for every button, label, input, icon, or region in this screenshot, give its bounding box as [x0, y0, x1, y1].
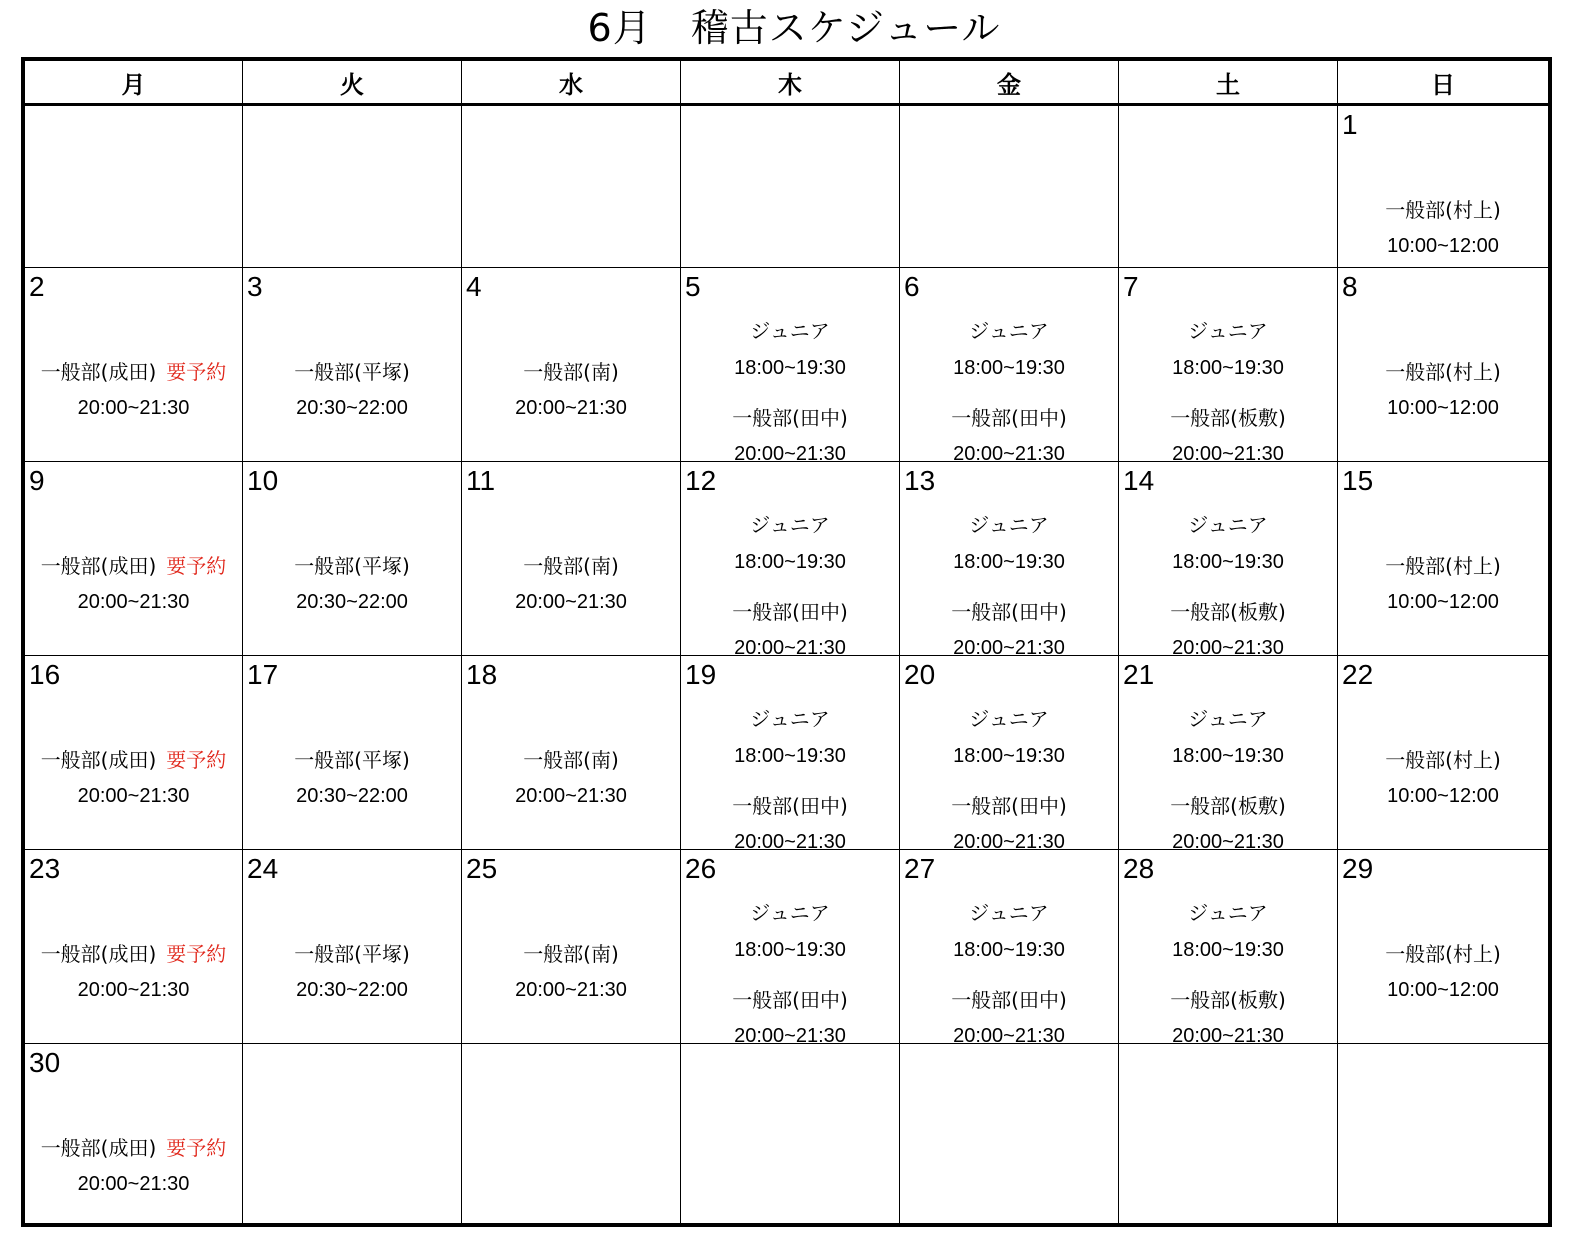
practice-name: ジュニア — [1188, 319, 1268, 343]
day-number: 4 — [466, 271, 482, 302]
calendar-day-cell — [1119, 462, 1338, 656]
day-number: 10 — [247, 465, 279, 496]
weekday-header: 日 — [1338, 61, 1548, 106]
calendar-day-cell — [681, 462, 900, 656]
practice-label — [900, 400, 1118, 436]
practice-label — [681, 898, 899, 932]
calendar-day-cell — [1338, 1044, 1548, 1223]
practice-entries — [243, 548, 461, 620]
practice-label — [1338, 192, 1548, 228]
practice-label — [1119, 704, 1337, 738]
practice-label — [243, 354, 461, 390]
practice-time: 10:00~12:00 — [1387, 591, 1499, 613]
calendar-day-cell — [900, 850, 1119, 1044]
practice-entries — [25, 354, 242, 426]
practice-time: 20:00~21:30 — [953, 637, 1065, 656]
practice-name: 一般部(田中) — [951, 406, 1067, 430]
practice-entries — [681, 704, 899, 850]
practice-label — [462, 354, 680, 390]
practice-name: 一般部(平塚) — [294, 942, 410, 966]
day-number: 23 — [29, 853, 61, 884]
practice-time: 18:00~19:30 — [1172, 745, 1284, 767]
practice-label — [25, 742, 242, 778]
day-number: 24 — [247, 853, 279, 884]
practice-entries — [900, 898, 1118, 1044]
calendar-day-cell — [25, 106, 243, 268]
practice-label — [1338, 742, 1548, 778]
practice-time: 20:00~21:30 — [77, 979, 190, 1001]
practice-name: 一般部(南) — [523, 748, 619, 772]
practice-time: 18:00~19:30 — [734, 745, 846, 767]
practice-entries — [1119, 704, 1337, 850]
day-number: 2 — [29, 271, 45, 302]
day-number: 9 — [29, 465, 45, 496]
practice-name: 一般部(成田) — [40, 1136, 157, 1160]
weekday-header: 水 — [462, 61, 681, 106]
practice-time: 20:00~21:30 — [734, 831, 846, 850]
practice-time: 20:00~21:30 — [1172, 443, 1284, 462]
practice-time: 18:00~19:30 — [1172, 939, 1284, 961]
practice-name: 一般部(成田) — [40, 360, 157, 384]
practice-name: 一般部(田中) — [951, 988, 1067, 1012]
reservation-required-note: 要予約 — [166, 360, 227, 384]
day-number: 12 — [685, 465, 717, 496]
practice-time: 20:00~21:30 — [515, 785, 627, 807]
calendar-day-cell — [1119, 1044, 1338, 1223]
practice-entries — [25, 936, 242, 1008]
practice-name: 一般部(村上) — [1385, 554, 1501, 578]
practice-name: 一般部(村上) — [1385, 360, 1501, 384]
calendar-day-cell — [243, 850, 462, 1044]
weekday-header: 金 — [900, 61, 1119, 106]
calendar-day-cell — [681, 106, 900, 268]
calendar-day-cell — [243, 106, 462, 268]
calendar-day-cell — [25, 1044, 243, 1223]
calendar-day-cell — [462, 656, 681, 850]
day-number: 15 — [1342, 465, 1374, 496]
practice-entries — [1338, 742, 1548, 814]
practice-entries — [243, 742, 461, 814]
calendar-day-cell — [1119, 850, 1338, 1044]
calendar-day-cell — [1119, 656, 1338, 850]
practice-time: 10:00~12:00 — [1387, 235, 1499, 257]
practice-entries — [900, 510, 1118, 656]
practice-label — [900, 594, 1118, 630]
practice-label — [243, 742, 461, 778]
calendar-day-cell — [681, 268, 900, 462]
practice-time: 20:00~21:30 — [515, 979, 627, 1001]
practice-label — [25, 354, 242, 390]
practice-name: 一般部(板敷) — [1170, 988, 1286, 1012]
practice-label — [681, 704, 899, 738]
weekday-header: 火 — [243, 61, 462, 106]
practice-entries — [243, 354, 461, 426]
calendar-day-cell — [243, 1044, 462, 1223]
practice-entries — [1338, 548, 1548, 620]
reservation-required-note: 要予約 — [166, 942, 227, 966]
calendar-day-cell — [25, 656, 243, 850]
day-number: 13 — [904, 465, 936, 496]
practice-time: 18:00~19:30 — [1172, 357, 1284, 379]
practice-name: 一般部(平塚) — [294, 748, 410, 772]
practice-name: ジュニア — [1188, 901, 1268, 925]
day-number: 8 — [1342, 271, 1358, 302]
practice-label — [1119, 788, 1337, 824]
practice-label — [1119, 510, 1337, 544]
practice-entries — [1119, 898, 1337, 1044]
calendar-day-cell — [1338, 850, 1548, 1044]
practice-name: ジュニア — [1188, 513, 1268, 537]
practice-label — [900, 788, 1118, 824]
calendar-day-cell — [1338, 656, 1548, 850]
practice-time: 20:30~22:00 — [296, 979, 408, 1001]
practice-label — [681, 788, 899, 824]
practice-time: 20:00~21:30 — [77, 1173, 190, 1195]
practice-time: 20:00~21:30 — [1172, 1025, 1284, 1044]
practice-time: 20:00~21:30 — [1172, 637, 1284, 656]
calendar-day-cell — [462, 1044, 681, 1223]
practice-name: ジュニア — [750, 319, 830, 343]
practice-label — [1119, 316, 1337, 350]
reservation-required-note: 要予約 — [166, 1136, 227, 1160]
calendar-day-cell — [900, 106, 1119, 268]
practice-time: 10:00~12:00 — [1387, 979, 1499, 1001]
reservation-required-note: 要予約 — [166, 748, 227, 772]
practice-entries — [900, 316, 1118, 462]
practice-time: 18:00~19:30 — [734, 357, 846, 379]
practice-label — [1338, 354, 1548, 390]
practice-entries — [900, 704, 1118, 850]
practice-name: 一般部(村上) — [1385, 942, 1501, 966]
practice-time: 20:00~21:30 — [77, 397, 190, 419]
practice-time: 18:00~19:30 — [953, 939, 1065, 961]
practice-time: 10:00~12:00 — [1387, 785, 1499, 807]
practice-time: 18:00~19:30 — [953, 745, 1065, 767]
calendar-day-cell — [681, 656, 900, 850]
practice-time: 20:00~21:30 — [734, 1025, 846, 1044]
practice-entries — [1338, 192, 1548, 264]
practice-label — [900, 316, 1118, 350]
practice-name: ジュニア — [969, 319, 1049, 343]
practice-label — [25, 936, 242, 972]
day-number: 28 — [1123, 853, 1155, 884]
practice-name: 一般部(南) — [523, 360, 619, 384]
practice-name: ジュニア — [750, 513, 830, 537]
practice-name: 一般部(板敷) — [1170, 600, 1286, 624]
calendar-day-cell — [1119, 268, 1338, 462]
day-number: 7 — [1123, 271, 1139, 302]
practice-entries — [1119, 316, 1337, 462]
practice-label — [900, 982, 1118, 1018]
practice-label — [1119, 594, 1337, 630]
practice-entries — [243, 936, 461, 1008]
practice-label — [681, 982, 899, 1018]
practice-entries — [25, 548, 242, 620]
schedule-calendar — [21, 57, 1552, 1227]
day-number: 5 — [685, 271, 701, 302]
practice-time: 18:00~19:30 — [734, 939, 846, 961]
practice-label — [1119, 400, 1337, 436]
practice-label — [900, 898, 1118, 932]
day-number: 29 — [1342, 853, 1374, 884]
calendar-day-cell — [1338, 268, 1548, 462]
practice-label — [25, 548, 242, 584]
day-number: 25 — [466, 853, 498, 884]
day-number: 27 — [904, 853, 936, 884]
calendar-day-cell — [462, 850, 681, 1044]
practice-label — [243, 936, 461, 972]
practice-name: ジュニア — [969, 707, 1049, 731]
practice-time: 18:00~19:30 — [1172, 551, 1284, 573]
practice-entries — [1338, 936, 1548, 1008]
calendar-day-cell — [243, 462, 462, 656]
calendar-day-cell — [681, 1044, 900, 1223]
day-number: 18 — [466, 659, 498, 690]
practice-time: 18:00~19:30 — [953, 551, 1065, 573]
practice-name: 一般部(田中) — [732, 988, 848, 1012]
practice-name: 一般部(村上) — [1385, 198, 1501, 222]
calendar-day-cell — [25, 850, 243, 1044]
practice-label — [462, 742, 680, 778]
practice-name: 一般部(南) — [523, 554, 619, 578]
practice-entries — [25, 1130, 242, 1202]
practice-entries — [681, 510, 899, 656]
practice-time: 10:00~12:00 — [1387, 397, 1499, 419]
calendar-day-cell — [462, 268, 681, 462]
practice-entries — [1119, 510, 1337, 656]
practice-entries — [1338, 354, 1548, 426]
practice-name: 一般部(田中) — [951, 600, 1067, 624]
calendar-day-cell — [900, 462, 1119, 656]
page-title: 6月 稽古スケジュール — [587, 6, 1001, 50]
practice-label — [462, 548, 680, 584]
day-number: 30 — [29, 1047, 61, 1078]
practice-time: 20:00~21:30 — [953, 1025, 1065, 1044]
practice-name: ジュニア — [750, 901, 830, 925]
calendar-day-cell — [243, 268, 462, 462]
practice-name: 一般部(平塚) — [294, 360, 410, 384]
day-number: 14 — [1123, 465, 1155, 496]
practice-time: 20:00~21:30 — [953, 443, 1065, 462]
practice-label — [1338, 936, 1548, 972]
calendar-day-cell — [1338, 462, 1548, 656]
day-number: 6 — [904, 271, 920, 302]
day-number: 1 — [1342, 109, 1358, 140]
practice-time: 18:00~19:30 — [953, 357, 1065, 379]
calendar-day-cell — [25, 268, 243, 462]
weekday-header: 月 — [25, 61, 243, 106]
calendar-day-cell — [1338, 106, 1548, 268]
practice-time: 20:00~21:30 — [77, 785, 190, 807]
practice-name: 一般部(南) — [523, 942, 619, 966]
practice-time: 20:30~22:00 — [296, 785, 408, 807]
practice-name: 一般部(成田) — [40, 942, 157, 966]
practice-entries — [462, 548, 680, 620]
day-number: 19 — [685, 659, 717, 690]
practice-time: 20:00~21:30 — [77, 591, 190, 613]
calendar-day-cell — [243, 656, 462, 850]
practice-entries — [462, 354, 680, 426]
practice-entries — [681, 316, 899, 462]
practice-name: ジュニア — [1188, 707, 1268, 731]
practice-name: ジュニア — [750, 707, 830, 731]
calendar-day-cell — [462, 462, 681, 656]
practice-time: 20:30~22:00 — [296, 591, 408, 613]
practice-label — [243, 548, 461, 584]
practice-time: 20:00~21:30 — [515, 397, 627, 419]
practice-label — [681, 316, 899, 350]
day-number: 16 — [29, 659, 61, 690]
day-number: 17 — [247, 659, 279, 690]
practice-name: 一般部(成田) — [40, 748, 157, 772]
practice-name: 一般部(田中) — [732, 794, 848, 818]
practice-label — [1119, 982, 1337, 1018]
practice-label — [900, 704, 1118, 738]
practice-label — [1119, 898, 1337, 932]
calendar-day-cell — [900, 268, 1119, 462]
calendar-day-cell — [900, 656, 1119, 850]
weekday-header: 土 — [1119, 61, 1338, 106]
practice-name: 一般部(田中) — [732, 406, 848, 430]
calendar-day-cell — [1119, 106, 1338, 268]
practice-label — [1338, 548, 1548, 584]
day-number: 21 — [1123, 659, 1155, 690]
weekday-header: 木 — [681, 61, 900, 106]
reservation-required-note: 要予約 — [166, 554, 227, 578]
practice-time: 20:30~22:00 — [296, 397, 408, 419]
calendar-day-cell — [25, 462, 243, 656]
practice-name: 一般部(板敷) — [1170, 794, 1286, 818]
practice-entries — [462, 742, 680, 814]
calendar-day-cell — [462, 106, 681, 268]
practice-label — [681, 510, 899, 544]
day-number: 22 — [1342, 659, 1374, 690]
practice-entries — [25, 742, 242, 814]
practice-label — [681, 594, 899, 630]
practice-time: 20:00~21:30 — [953, 831, 1065, 850]
practice-time: 18:00~19:30 — [734, 551, 846, 573]
calendar-day-cell — [681, 850, 900, 1044]
practice-label — [900, 510, 1118, 544]
day-number: 11 — [466, 465, 496, 496]
calendar-day-cell — [900, 1044, 1119, 1223]
practice-name: 一般部(平塚) — [294, 554, 410, 578]
practice-name: 一般部(田中) — [951, 794, 1067, 818]
day-number: 3 — [247, 271, 263, 302]
practice-name: 一般部(成田) — [40, 554, 157, 578]
practice-label — [462, 936, 680, 972]
practice-entries — [462, 936, 680, 1008]
practice-label — [681, 400, 899, 436]
day-number: 26 — [685, 853, 717, 884]
practice-time: 20:00~21:30 — [1172, 831, 1284, 850]
practice-name: ジュニア — [969, 513, 1049, 537]
practice-time: 20:00~21:30 — [734, 443, 846, 462]
practice-time: 20:00~21:30 — [515, 591, 627, 613]
practice-label — [25, 1130, 242, 1166]
practice-name: 一般部(板敷) — [1170, 406, 1286, 430]
practice-entries — [681, 898, 899, 1044]
practice-time: 20:00~21:30 — [734, 637, 846, 656]
practice-name: 一般部(村上) — [1385, 748, 1501, 772]
day-number: 20 — [904, 659, 936, 690]
practice-name: 一般部(田中) — [732, 600, 848, 624]
practice-name: ジュニア — [969, 901, 1049, 925]
